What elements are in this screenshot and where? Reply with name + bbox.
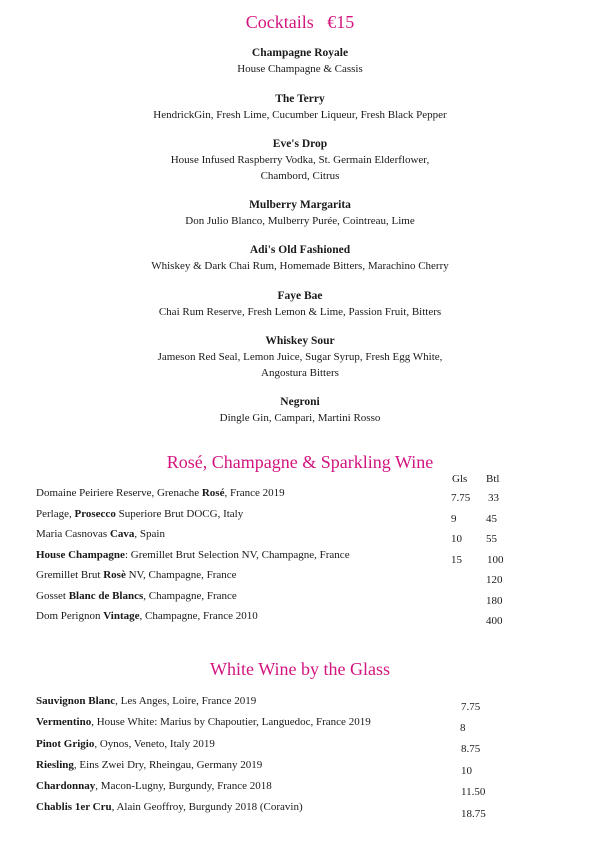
sparkling-glass-price: 9	[451, 513, 457, 525]
cocktail-description: HendrickGin, Fresh Lime, Cucumber Liqueur, Fresh Black Pepper	[153, 109, 447, 121]
cocktails-title: Cocktails	[245, 12, 314, 32]
sparkling-bottle-price: 33	[488, 492, 499, 504]
white-wine-name: Pinot Grigio, Oynos, Veneto, Italy 2019	[36, 738, 215, 750]
sparkling-wine-name: Gremillet Brut Rosè NV, Champagne, France	[36, 569, 237, 581]
cocktail-description: House Infused Raspberry Vodka, St. Germain Elderflower,	[170, 154, 430, 166]
cocktail-description: Angostura Bitters	[261, 367, 339, 379]
white-glass-price: 18.75	[461, 808, 486, 820]
cocktail-description: Dingle Gin, Campari, Martini Rosso	[219, 412, 381, 424]
cocktail-name: The Terry	[275, 93, 325, 105]
sparkling-bottle-price: 45	[486, 513, 497, 525]
cocktail-item	[0, 198, 600, 229]
sparkling-bottle-price: 400	[486, 615, 503, 627]
cocktail-name: Eve's Drop	[272, 138, 328, 150]
cocktail-item	[0, 46, 600, 77]
cocktail-description: Chambord, Citrus	[260, 170, 340, 182]
sparkling-glass-price: 7.75	[451, 492, 471, 504]
sparkling-wine-name: Dom Perignon Vintage, Champagne, France 2010	[36, 610, 258, 622]
cocktail-item	[0, 289, 600, 320]
white-wine-name: Chablis 1er Cru, Alain Geoffroy, Burgundy 2018 (Coravin)	[36, 801, 303, 813]
white-heading: White Wine by the Glass	[210, 659, 390, 679]
sparkling-glass-header: Gls	[452, 473, 468, 485]
cocktail-name: Whiskey Sour	[265, 335, 335, 347]
cocktail-item	[0, 395, 600, 426]
white-wine-name: Riesling, Eins Zwei Dry, Rheingau, Germany 2019	[36, 759, 263, 771]
sparkling-bottle-price: 100	[487, 554, 504, 566]
sparkling-glass-price: 15	[451, 554, 462, 566]
cocktail-item	[0, 137, 600, 184]
white-glass-price: 8	[460, 722, 466, 734]
cocktail-item	[0, 92, 600, 123]
sparkling-wine-name: Maria Casnovas Cava, Spain	[36, 528, 165, 540]
white-wine-name: Sauvignon Blanc, Les Anges, Loire, France 2019	[36, 695, 257, 707]
white-glass-price: 7.75	[461, 701, 481, 713]
cocktails-heading	[0, 12, 600, 33]
cocktail-name: Mulberry Margarita	[249, 199, 351, 211]
cocktail-item	[0, 334, 600, 381]
cocktail-name: Faye Bae	[277, 290, 323, 302]
sparkling-wine-name: Domaine Peiriere Reserve, Grenache Rosé, France 2019	[36, 487, 285, 499]
sparkling-glass-price: 10	[451, 533, 462, 545]
cocktail-item	[0, 243, 600, 274]
white-wine-name: Chardonnay, Macon-Lugny, Burgundy, France 2018	[36, 780, 272, 792]
cocktail-name: Adi's Old Fashioned	[249, 244, 351, 256]
white-wine-name: Vermentino, House White: Marius by Chapoutier, Languedoc, France 2019	[36, 716, 371, 728]
cocktail-description: Chai Rum Reserve, Fresh Lemon & Lime, Passion Fruit, Bitters	[158, 306, 442, 318]
white-glass-price: 11.50	[461, 786, 486, 798]
sparkling-wine-name: Gosset Blanc de Blancs, Champagne, France	[36, 590, 237, 602]
cocktail-description: Jameson Red Seal, Lemon Juice, Sugar Syrup, Fresh Egg White,	[157, 351, 443, 363]
cocktail-description: Don Julio Blanco, Mulberry Purée, Cointreau, Lime	[185, 215, 415, 227]
sparkling-heading: Rosé, Champagne & Sparkling Wine	[166, 452, 434, 472]
sparkling-bottle-price: 55	[486, 533, 497, 545]
cocktail-description: Whiskey & Dark Chai Rum, Homemade Bitters, Marachino Cherry	[151, 260, 449, 272]
sparkling-bottle-price: 180	[486, 595, 503, 607]
sparkling-bottle-header: Btl	[486, 473, 500, 485]
sparkling-bottle-price: 120	[486, 574, 503, 586]
cocktail-name: Champagne Royale	[251, 47, 349, 59]
cocktails-price: €15	[327, 12, 355, 32]
sparkling-wine-name: House Champagne: Gremillet Brut Selection NV, Champagne, France	[36, 549, 350, 561]
white-glass-price: 10	[461, 765, 472, 777]
cocktail-description: House Champagne & Cassis	[237, 63, 363, 75]
white-glass-price: 8.75	[461, 743, 481, 755]
cocktail-name: Negroni	[280, 396, 320, 408]
sparkling-wine-name: Perlage, Prosecco Superiore Brut DOCG, Italy	[36, 508, 244, 520]
